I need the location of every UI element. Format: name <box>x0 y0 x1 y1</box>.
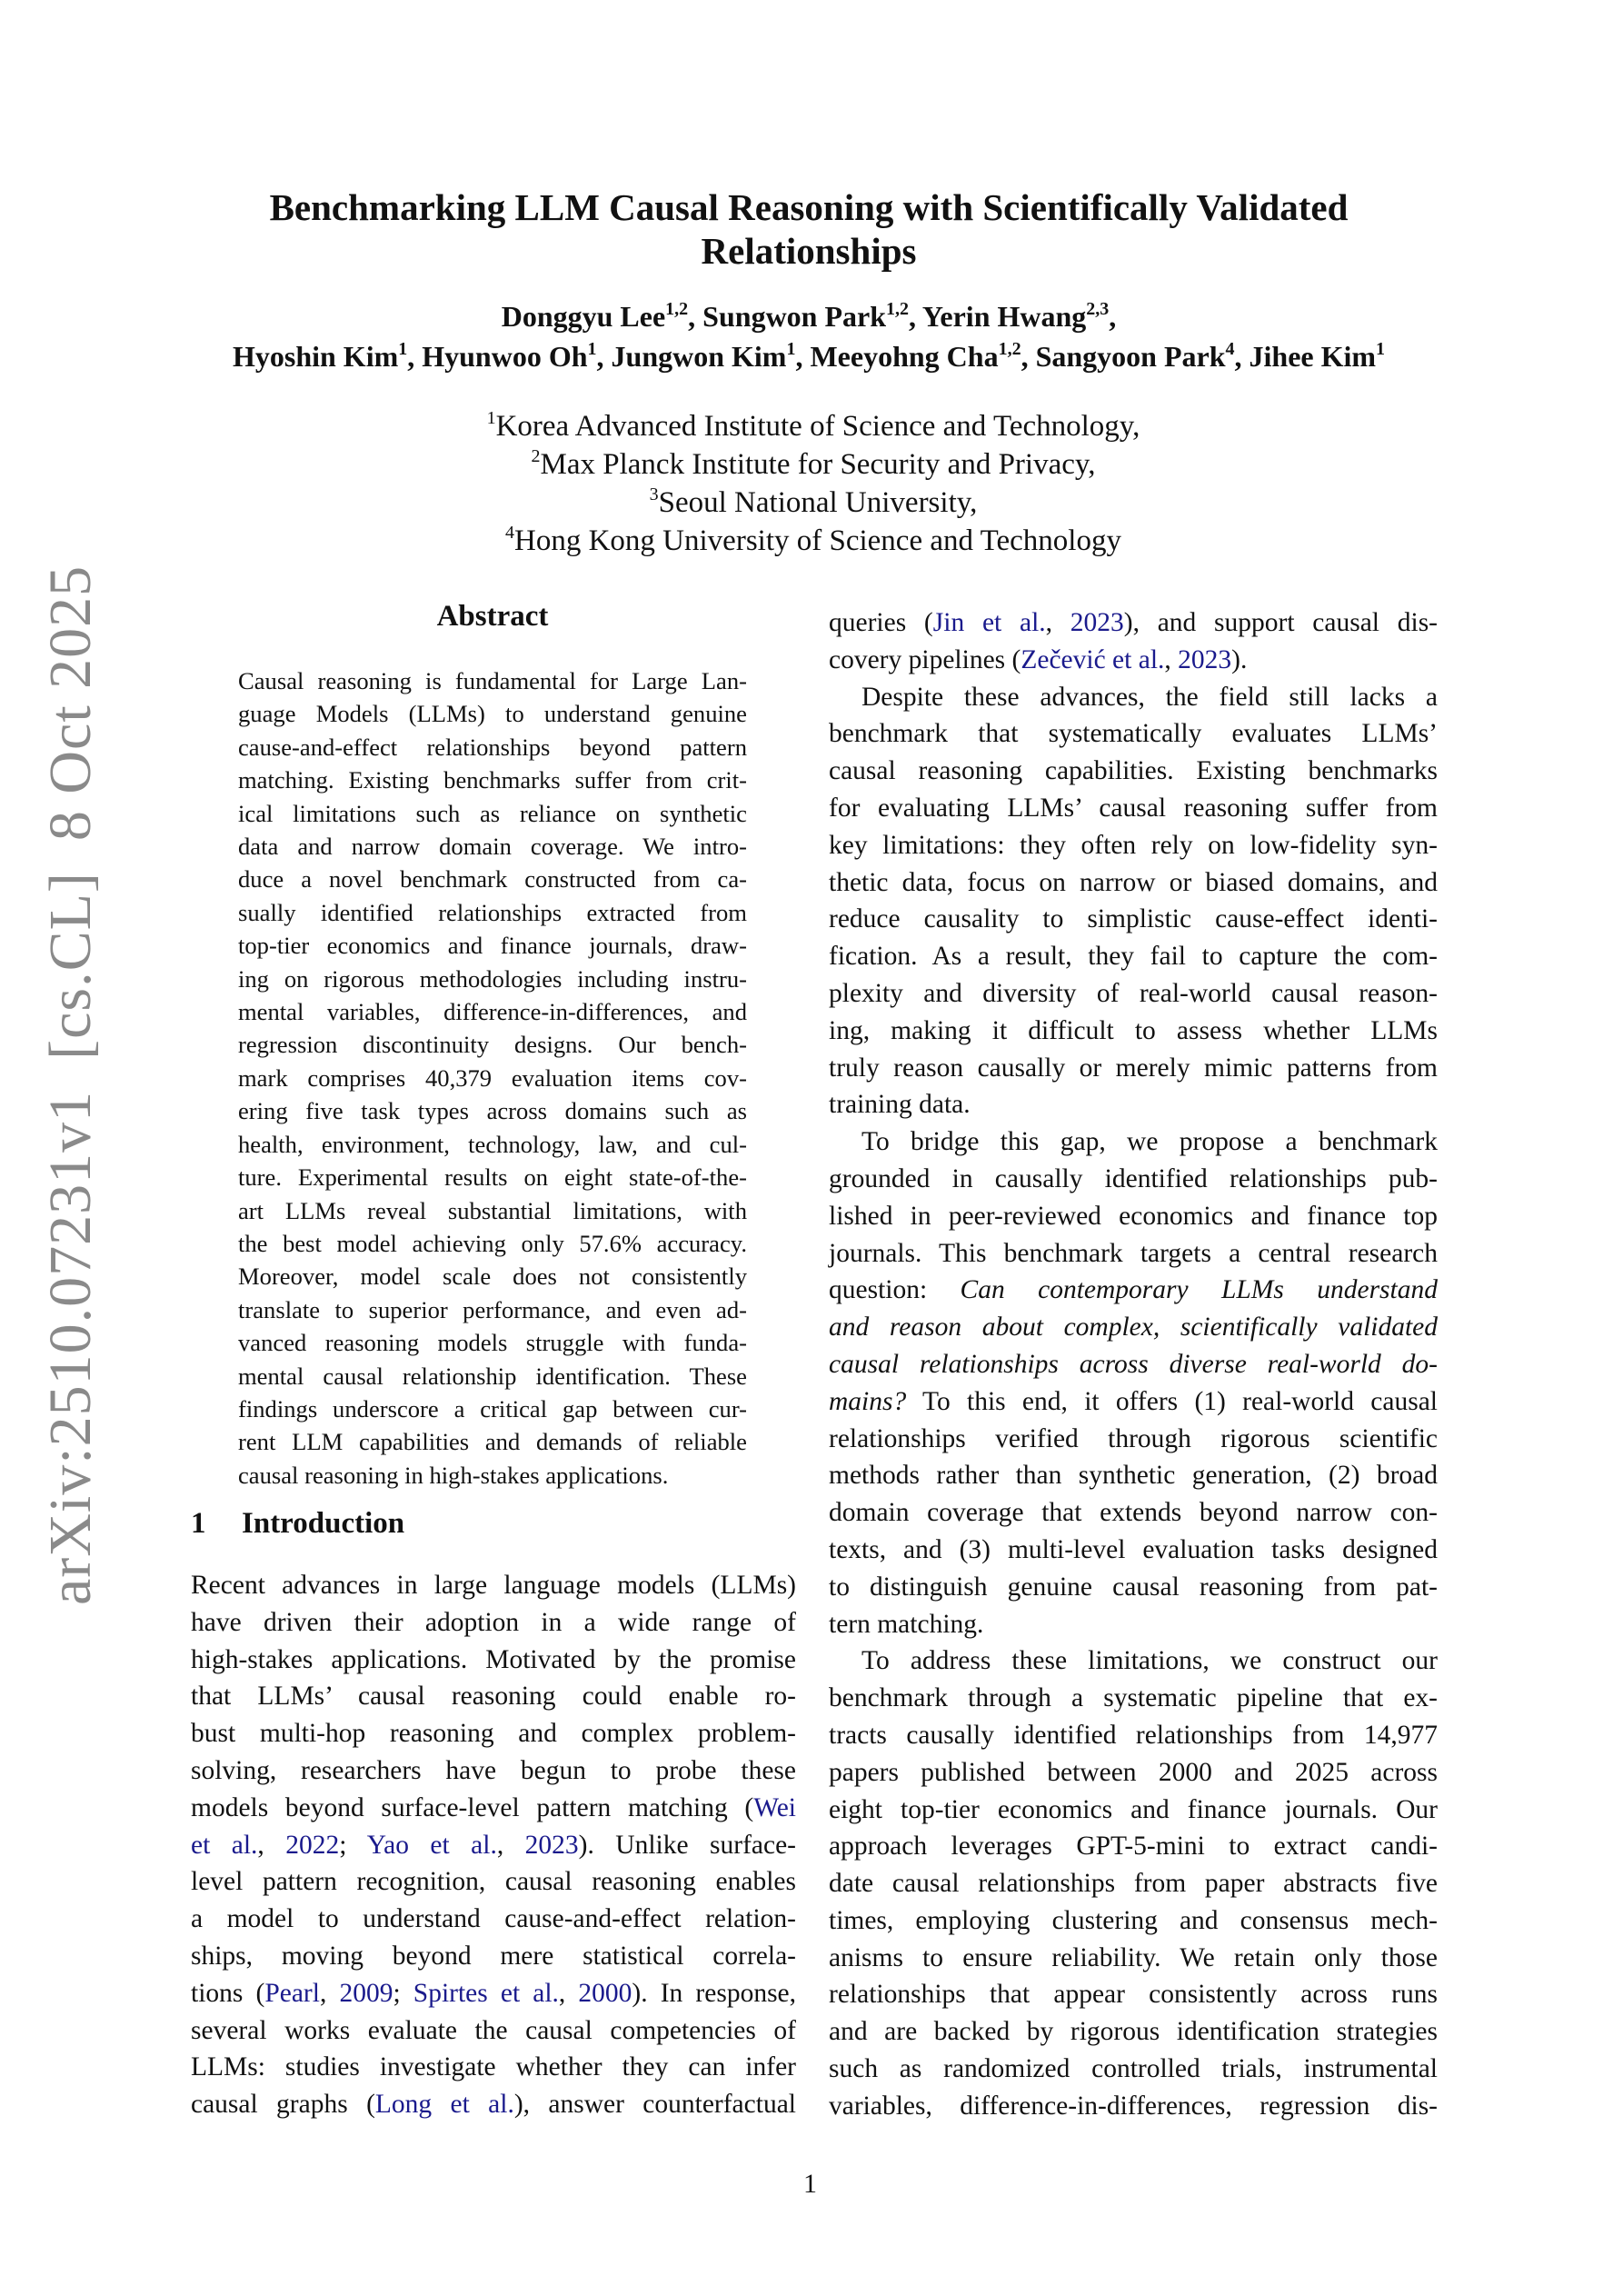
paragraph-line <box>191 2049 796 2086</box>
paragraph-line <box>829 1421 1438 1458</box>
abstract-line: Moreover, model scale does not consistently <box>238 1263 747 1291</box>
body-text: benchmark through a systematic pipeline that ex- <box>829 1683 1438 1713</box>
body-text: ). <box>1231 644 1248 674</box>
body-text: domain coverage that extends beyond narrow con- <box>829 1498 1438 1528</box>
author-name: Hyunwoo Oh <box>422 340 588 373</box>
body-text: eight top-tier economics and finance journals. Our <box>829 1794 1438 1824</box>
abstract-line: duce a novel benchmark constructed from ca- <box>238 865 747 893</box>
paragraph-line <box>191 1863 796 1901</box>
body-text: reduce causality to simplistic cause-effect identi- <box>829 904 1438 934</box>
paragraph-line <box>829 1198 1438 1235</box>
abstract-body <box>238 664 747 1492</box>
emphasized-text: and reason about complex, scientifically validated <box>829 1313 1438 1343</box>
paragraph-line <box>829 1086 1438 1123</box>
author-list <box>136 296 1481 376</box>
affiliation-name: Hong Kong University of Science and Technology <box>514 524 1121 557</box>
body-text: solving, researchers have begun to probe these <box>191 1755 796 1785</box>
affiliation-marker: 1,2 <box>998 339 1021 359</box>
author-name: Donggyu Lee <box>501 300 666 333</box>
paragraph-line <box>191 2012 796 2050</box>
paragraph-line <box>829 2088 1438 2125</box>
paper-title <box>164 185 1454 273</box>
affiliation-marker: 2,3 <box>1086 299 1110 319</box>
body-text: , <box>257 1830 286 1860</box>
abstract-line: causal reasoning in high-stakes applications. <box>238 1461 669 1489</box>
paragraph-line <box>829 1161 1438 1198</box>
paragraph-line <box>829 1792 1438 1829</box>
affiliation-marker: 1 <box>786 339 796 359</box>
author-name: Sungwon Park <box>702 300 887 333</box>
arxiv-category: [cs.CL] <box>37 872 104 1060</box>
abstract-line: ical limitations such as reliance on synthetic <box>238 799 747 827</box>
abstract-line: ing on rigorous methodologies including instru- <box>238 964 747 993</box>
body-text: benchmark that systematically evaluates LLMs’ <box>829 719 1438 749</box>
affiliation-marker: 4 <box>1225 339 1235 359</box>
abstract-line: sually identified relationships extracted from <box>238 898 747 926</box>
body-text: to distinguish genuine causal reasoning from pat- <box>829 1572 1438 1602</box>
body-text: Despite these advances, the field still lacks a <box>861 682 1438 712</box>
paragraph-line <box>829 901 1438 938</box>
body-text: thetic data, focus on narrow or biased domains, and <box>829 867 1438 897</box>
paragraph-line <box>829 2051 1438 2088</box>
affiliation-item <box>345 484 1281 522</box>
body-text: bust multi-hop reasoning and complex problem- <box>191 1719 796 1749</box>
body-text: ships, moving beyond mere statistical correla- <box>191 1941 796 1971</box>
section-title: Introduction <box>242 1507 405 1540</box>
body-text: , <box>1045 608 1070 637</box>
paragraph-line <box>829 1457 1438 1494</box>
author-name: Yerin Hwang <box>921 300 1087 333</box>
affiliation-marker: 1 <box>398 339 408 359</box>
section-heading-introduction <box>191 1507 791 1541</box>
body-text: grounded in causally identified relationships pub- <box>829 1163 1438 1193</box>
paragraph-line <box>829 1940 1438 1977</box>
arxiv-date: 8 Oct 2025 <box>37 564 104 842</box>
paragraph-line <box>829 2013 1438 2051</box>
arxiv-id[interactable]: arXiv:2510.07231v1 <box>37 1090 104 1605</box>
affiliation-name: Seoul National University, <box>658 486 978 519</box>
citation-link[interactable]: Zečević et al. <box>1021 644 1165 674</box>
paragraph-line <box>191 1827 796 1864</box>
paragraph-line <box>829 1828 1438 1865</box>
paragraph-line <box>829 1865 1438 1902</box>
paragraph-line <box>829 1123 1438 1161</box>
abstract-line: vanced reasoning models struggle with funda- <box>238 1329 747 1357</box>
introduction-right-column <box>829 604 1438 2125</box>
body-text: tracts causally identified relationships from 14,977 <box>829 1720 1438 1750</box>
paragraph-line <box>191 1678 796 1715</box>
body-text: Recent advances in large language models (LLMs) <box>191 1571 796 1600</box>
paragraph-line <box>829 1642 1438 1680</box>
body-text: ), and support causal dis- <box>1123 608 1438 637</box>
arxiv-sidebar-identifier <box>36 564 105 1605</box>
section-number: 1 <box>191 1507 206 1540</box>
paragraph-line <box>829 938 1438 975</box>
paragraph-line <box>829 1013 1438 1050</box>
affiliation-number: 2 <box>531 446 541 466</box>
paragraph-line <box>829 1494 1438 1532</box>
abstract-line: guage Models (LLMs) to understand genuine <box>238 700 747 728</box>
paragraph-line <box>191 1975 796 2012</box>
body-text: and are backed by rigorous identification strategies <box>829 2017 1438 2047</box>
body-text: journals. This benchmark targets a central research <box>829 1238 1438 1268</box>
body-text: queries ( <box>829 608 933 637</box>
abstract-line: regression discontinuity designs. Our bench- <box>238 1031 747 1059</box>
abstract-line: health, environment, technology, law, and cul- <box>238 1130 747 1158</box>
body-text: LLMs: studies investigate whether they can infer <box>191 2052 796 2082</box>
abstract-line: the best model achieving only 57.6% accuracy. <box>238 1229 747 1257</box>
paragraph-line <box>829 1235 1438 1273</box>
body-text: ing, making it difficult to assess whether LLMs <box>829 1015 1438 1045</box>
paragraph-line <box>829 827 1438 864</box>
body-text: papers published between 2000 and 2025 across <box>829 1757 1438 1787</box>
body-text: To address these limitations, we construct our <box>861 1646 1438 1676</box>
authors-line-1: Donggyu Lee$^{1,2}$, Sungwon Park$^{1,2}$, Yerin Hwang$^{2,3}$, <box>501 299 1117 333</box>
body-text: , <box>558 1978 579 2008</box>
authors-line-2: Hyoshin Kim$^1$, Hyunwoo Oh$^1$, Jungwon Kim$^1$, Meeyohng Cha$^{1,2}$, Sangyoon Park$^4$, Jihee Kim$^1$ <box>232 339 1386 373</box>
body-text: To this end, it offers (1) real-world causal <box>906 1386 1438 1416</box>
citation-link[interactable]: Yao et al. <box>366 1830 497 1860</box>
abstract-line: matching. Existing benchmarks suffer from crit- <box>238 766 747 794</box>
citation-link[interactable]: 2023 <box>524 1830 579 1860</box>
author-name: Meeyohng Cha <box>810 340 999 373</box>
citation-link[interactable]: 2023 <box>1178 644 1232 674</box>
affiliation-marker: 1,2 <box>886 299 910 319</box>
citation-link[interactable]: et al. <box>191 1830 258 1860</box>
citation-link[interactable]: Jin et al. <box>932 608 1046 637</box>
body-text: times, employing clustering and consensus mech- <box>829 1905 1438 1935</box>
body-text: fication. As a result, they fail to capture the com- <box>829 942 1438 972</box>
body-text: truly reason causally or merely mimic patterns from <box>829 1053 1438 1083</box>
body-text: relationships that appear consistently across runs <box>829 1980 1438 2010</box>
abstract-line: cause-and-effect relationships beyond pattern <box>238 733 747 761</box>
title-line-2: Relationships <box>701 230 917 272</box>
citation-link[interactable]: 2009 <box>339 1978 393 2008</box>
paragraph-line <box>191 1901 796 1938</box>
abstract-line: top-tier economics and finance journals, draw- <box>238 932 747 960</box>
paragraph-line <box>829 1569 1438 1606</box>
body-text: a model to understand cause-and-effect relation- <box>191 1904 796 1934</box>
paragraph-line <box>829 864 1438 902</box>
abstract-line: rent LLM capabilities and demands of reliable <box>238 1428 747 1456</box>
paragraph-line <box>829 1717 1438 1754</box>
paragraph-line <box>829 753 1438 790</box>
body-text: texts, and (3) multi-level evaluation tasks designed <box>829 1534 1438 1564</box>
affiliation-item <box>345 445 1281 484</box>
body-text: , <box>496 1830 525 1860</box>
affiliation-name: Max Planck Institute for Security and Privacy, <box>540 448 1096 481</box>
body-text: methods rather than synthetic generation, (2) broad <box>829 1461 1438 1491</box>
body-text: covery pipelines ( <box>829 644 1021 674</box>
citation-link[interactable]: Wei <box>753 1792 796 1822</box>
abstract-heading: Abstract <box>436 600 549 633</box>
body-text: variables, difference-in-differences, regression dis- <box>829 2091 1438 2121</box>
paragraph-line <box>829 1383 1438 1421</box>
body-text: causal graphs ( <box>191 2090 375 2120</box>
body-text: that LLMs’ causal reasoning could enable ro- <box>191 1682 796 1712</box>
citation-link[interactable]: Pearl <box>264 1978 320 2008</box>
body-text: , <box>319 1978 340 2008</box>
paragraph-line <box>829 1309 1438 1346</box>
abstract-line: mental causal relationship identification. These <box>238 1362 747 1390</box>
paragraph-line <box>829 1606 1438 1643</box>
title-line-1: Benchmarking LLM Causal Reasoning with Scientifically Validated <box>269 186 1349 228</box>
paragraph-line <box>829 679 1438 716</box>
introduction-left-column <box>191 1567 796 2123</box>
paragraph-line <box>191 1604 796 1642</box>
paragraph-line <box>191 1715 796 1752</box>
body-text: question: <box>829 1275 961 1305</box>
body-text: several works evaluate the causal competencies of <box>191 2015 796 2045</box>
affiliation-marker: 1 <box>587 339 597 359</box>
body-text: tions ( <box>191 1978 265 2008</box>
abstract-line: ering five task types across domains such as <box>238 1097 747 1125</box>
body-text: ). In response, <box>632 1978 797 2008</box>
body-text: lished in peer-reviewed economics and finance top <box>829 1201 1438 1231</box>
paragraph-line <box>829 975 1438 1013</box>
paragraph-line <box>829 1532 1438 1569</box>
body-text: high-stakes applications. Motivated by the promise <box>191 1644 796 1674</box>
citation-link[interactable]: 2000 <box>578 1978 632 2008</box>
paragraph-line <box>191 2086 796 2123</box>
citation-link[interactable]: 2022 <box>285 1830 340 1860</box>
affiliation-name: Korea Advanced Institute of Science and Technology, <box>495 410 1140 443</box>
author-name: Hyoshin Kim <box>232 340 399 373</box>
body-text: approach leverages GPT-5-mini to extract candi- <box>829 1832 1438 1862</box>
emphasized-text: mains? <box>829 1386 907 1416</box>
affiliation-item <box>345 407 1281 445</box>
author-name: Jungwon Kim <box>611 340 787 373</box>
paragraph-line <box>829 1902 1438 1940</box>
paragraph-line <box>829 715 1438 753</box>
body-text: relationships verified through rigorous scientific <box>829 1423 1438 1453</box>
affiliation-marker: 1,2 <box>665 299 689 319</box>
affiliation-item <box>345 522 1281 560</box>
body-text: have driven their adoption in a wide range of <box>191 1607 796 1637</box>
abstract-line: mark comprises 40,379 evaluation items cov- <box>238 1063 747 1092</box>
body-text: anisms to ensure reliability. We retain only those <box>829 1942 1438 1972</box>
body-text: ). Unlike surface- <box>578 1830 797 1860</box>
body-text: training data. <box>829 1090 971 1120</box>
paragraph-line <box>829 642 1438 679</box>
citation-link[interactable]: 2023 <box>1070 608 1124 637</box>
abstract-line: translate to superior performance, and even ad- <box>238 1295 747 1323</box>
affiliations <box>345 407 1281 560</box>
paragraph-line <box>829 1754 1438 1792</box>
body-text: for evaluating LLMs’ causal reasoning suffer from <box>829 793 1438 823</box>
abstract-line: findings underscore a critical gap between cur- <box>238 1394 747 1423</box>
paragraph-line <box>191 1790 796 1827</box>
body-text: models beyond surface-level pattern matching ( <box>191 1792 754 1822</box>
body-text: such as randomized controlled trials, instrumental <box>829 2054 1438 2084</box>
body-text: ; <box>393 1978 413 2008</box>
body-text: tern matching. <box>829 1609 984 1639</box>
paragraph-line <box>829 1680 1438 1717</box>
body-text: , <box>1164 644 1179 674</box>
affiliation-number: 3 <box>649 484 659 504</box>
body-text: level pattern recognition, causal reasoning enables <box>191 1867 796 1897</box>
body-text: ), answer counterfactual <box>513 2090 796 2120</box>
paragraph-line <box>829 1976 1438 2013</box>
body-text: date causal relationships from paper abstracts five <box>829 1869 1438 1899</box>
abstract-line: mental variables, difference-in-differences, and <box>238 998 747 1026</box>
paragraph-line <box>829 604 1438 642</box>
paragraph-line <box>191 1567 796 1604</box>
body-text: To bridge this gap, we propose a benchmark <box>861 1127 1438 1157</box>
affiliation-number: 4 <box>505 523 515 543</box>
body-text: plexity and diversity of real-world causal reason- <box>829 978 1438 1008</box>
body-text: key limitations: they often rely on low-fidelity syn- <box>829 830 1438 860</box>
citation-link[interactable]: Long et al. <box>374 2090 514 2120</box>
emphasized-text: causal relationships across diverse real-world do- <box>829 1349 1438 1379</box>
paragraph-line <box>191 1938 796 1975</box>
citation-link[interactable]: Spirtes et al. <box>413 1978 559 2008</box>
abstract-line: art LLMs reveal substantial limitations, with <box>238 1196 747 1224</box>
page-number: 1 <box>803 2169 817 2199</box>
abstract-line: Causal reasoning is fundamental for Large Lan- <box>238 667 747 694</box>
emphasized-text: Can contemporary LLMs understand <box>960 1275 1438 1305</box>
paragraph-line <box>829 790 1438 827</box>
abstract-line: ture. Experimental results on eight state-of-the- <box>238 1163 747 1192</box>
paragraph-line <box>191 1642 796 1679</box>
affiliation-marker: 1 <box>1376 339 1386 359</box>
affiliation-number: 1 <box>486 408 496 428</box>
body-text: causal reasoning capabilities. Existing benchmarks <box>829 756 1438 786</box>
paragraph-line <box>191 1752 796 1790</box>
paragraph-line <box>829 1272 1438 1309</box>
author-name: Sangyoon Park <box>1035 340 1226 373</box>
paragraph-line <box>829 1346 1438 1383</box>
author-name: Jihee Kim <box>1249 340 1377 373</box>
paragraph-line <box>829 1050 1438 1087</box>
body-text: ; <box>339 1830 367 1860</box>
abstract-line: data and narrow domain coverage. We intro- <box>238 833 747 861</box>
